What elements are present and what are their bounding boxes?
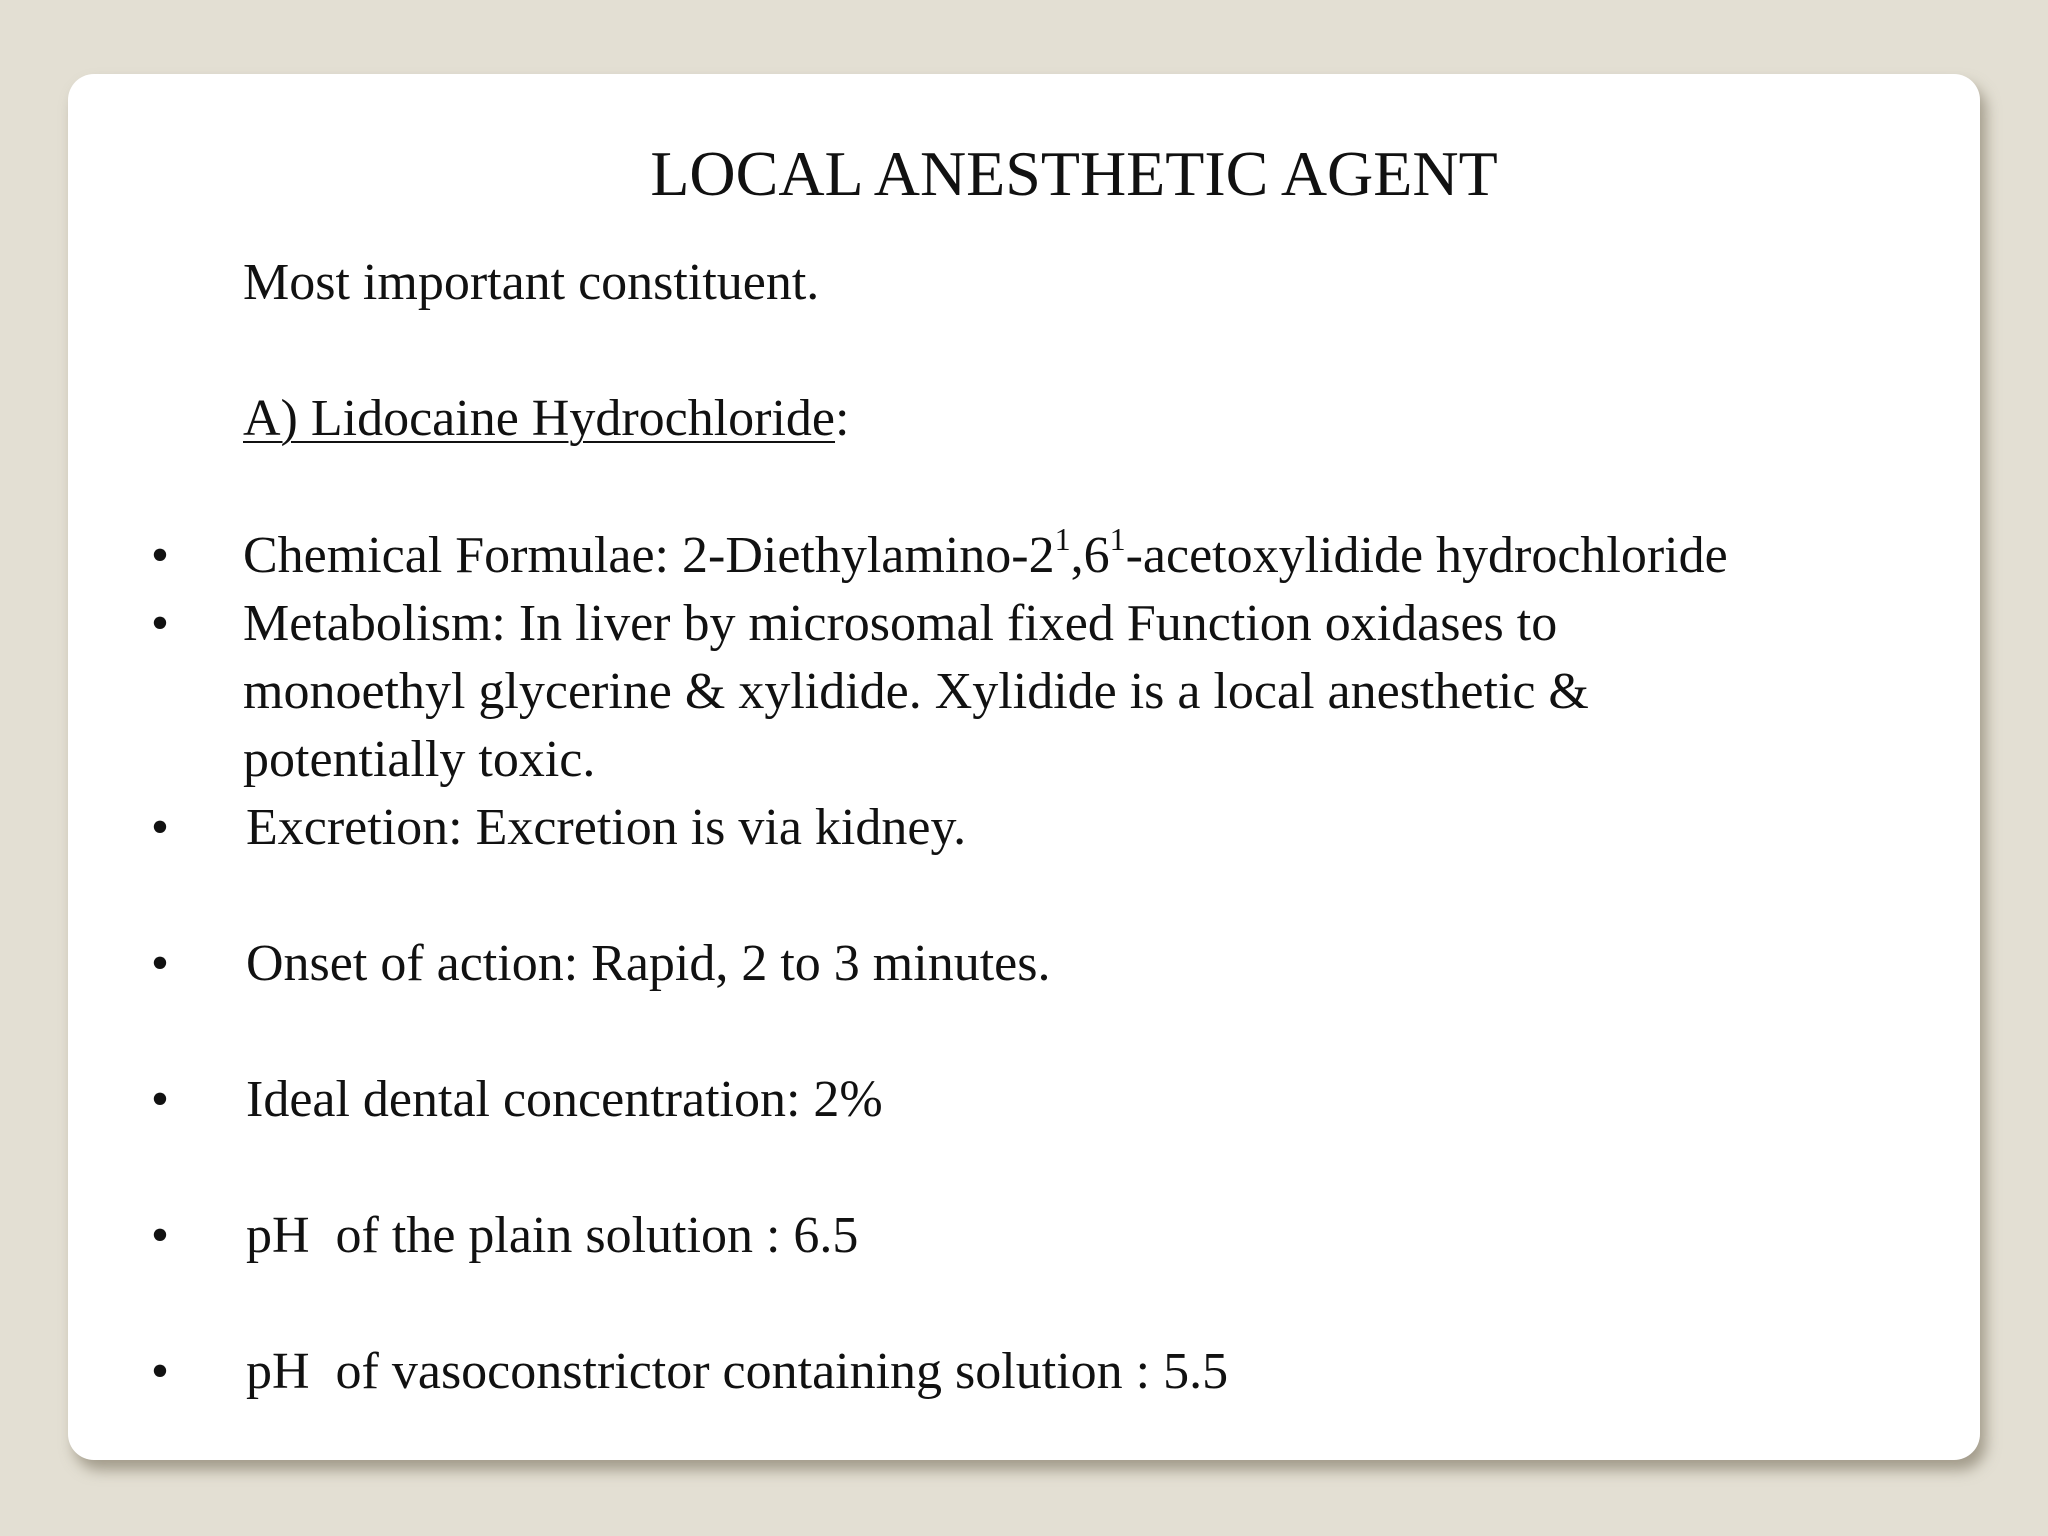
bullet-dot: •: [150, 1071, 170, 1128]
bullet-dot: •: [150, 527, 170, 584]
superscript-1: 1: [1054, 521, 1071, 557]
slide-card: [68, 74, 1980, 1460]
ph-vasoconstrictor-text: pH of vasoconstrictor containing solution : 5.5: [246, 1343, 1229, 1400]
metabolism-line-3: potentially toxic.: [243, 731, 596, 788]
slide-title: LOCAL ANESTHETIC AGENT: [650, 138, 1498, 209]
excretion-text: Excretion: Excretion is via kidney.: [246, 799, 967, 856]
chemical-formula-text: [243, 522, 1728, 590]
subheading-label: A) Lidocaine Hydrochloride: [243, 390, 836, 447]
intro-text: Most important constituent.: [243, 254, 820, 311]
bullet-dot: •: [150, 595, 170, 652]
concentration-text: Ideal dental concentration: 2%: [246, 1071, 883, 1128]
superscript-2: 1: [1109, 521, 1126, 557]
metabolism-line-2: monoethyl glycerine & xylidide. Xylidide is a local anesthetic &: [243, 663, 1589, 720]
ph-plain-text: pH of the plain solution : 6.5: [246, 1207, 859, 1264]
bullet-dot: •: [150, 1343, 170, 1400]
chemical-mid: ,6: [1070, 527, 1110, 584]
onset-text: Onset of action: Rapid, 2 to 3 minutes.: [246, 935, 1051, 992]
chemical-suffix: -acetoxylidide hydrochloride: [1125, 527, 1728, 584]
bullet-dot: •: [150, 799, 170, 856]
bullet-dot: •: [150, 1207, 170, 1264]
chemical-prefix: Chemical Formulae: 2-Diethylamino-2: [243, 527, 1055, 584]
subheading: [243, 386, 849, 452]
subheading-colon: :: [835, 390, 850, 447]
bullet-dot: •: [150, 935, 170, 992]
metabolism-line-1: Metabolism: In liver by microsomal fixed Function oxidases to: [243, 595, 1558, 652]
